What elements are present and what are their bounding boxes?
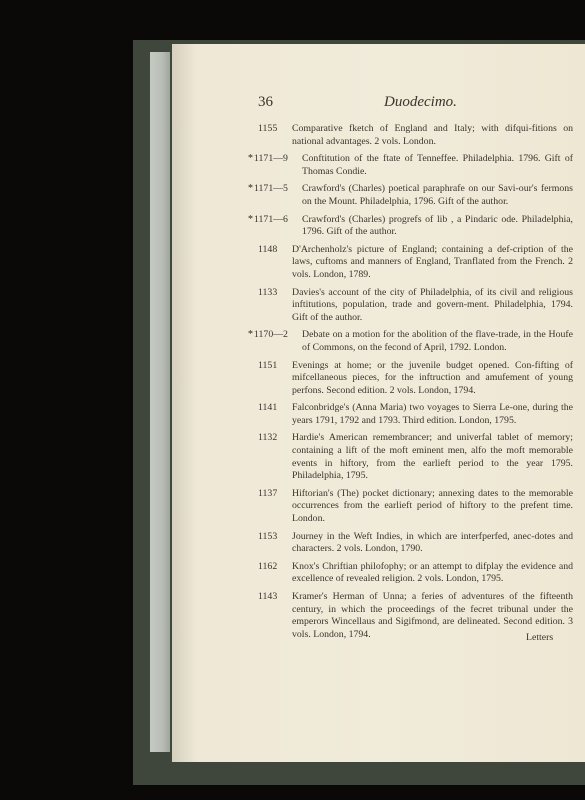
entry-text: Hardie's American remembrancer; and univerfal tablet of memory; containing a lift of the moft eminent men, alfo the moft memorable events in hiftory, from the earlieft period to the year 1795. Philadelphia, 1795. [292, 432, 573, 482]
entry-mark: * [248, 153, 253, 165]
catalog-entry [248, 402, 573, 427]
entry-number: 1162 [258, 560, 278, 572]
catalog-entry [248, 214, 573, 239]
entry-number: 1170—2 [254, 329, 288, 341]
catalog-entry [248, 488, 573, 526]
entry-text: Davies's account of the city of Philadelphia, of its civil and religious inftitutions, population, trade and govern-ment. Philadelphia, 1794. Gift of the author. [292, 286, 573, 323]
entry-text: Crawford's (Charles) progrefs of lib , a Pindaric ode. Philadelphia, 1796. Gift of the author. [302, 213, 573, 238]
entry-number: 1171—5 [254, 183, 288, 195]
entry-number: 1133 [258, 286, 278, 298]
entry-text: Debate on a motion for the abolition of the flave-trade, in the Houfe of Commons, on the fecond of April, 1792. London. [302, 329, 573, 353]
page-header [258, 94, 578, 114]
catalog-entry [248, 329, 573, 354]
running-title: Duodecimo. [384, 94, 457, 110]
entry-number: 1153 [258, 530, 278, 542]
entry-mark: * [248, 183, 253, 195]
entry-mark: * [248, 213, 253, 225]
catalog-entry [248, 287, 573, 325]
catalog-entry [248, 183, 573, 208]
catalog-entry [248, 591, 573, 641]
catalog-entry [248, 432, 573, 482]
catchword: Letters [526, 632, 554, 643]
entry-text: D'Archenholz's picture of England; containing a def-cription of the laws, cuftoms and manners of England, Tranflated from the French. 2 vols. London, 1789. [292, 243, 573, 280]
page-edges [150, 52, 170, 752]
entry-number: 1132 [258, 432, 278, 444]
entry-text: Comparative fketch of England and Italy; with difqui-fitions on national advantages. 2 vols. London. [292, 123, 573, 147]
catalog-entry [248, 360, 573, 398]
entry-number: 1151 [258, 359, 278, 371]
entry-text: Hiftorian's (The) pocket dictionary; annexing dates to the memorable occurrences from the earlieft period of hiftory to the prefent time. London. [292, 487, 573, 525]
catalog-entry [248, 123, 573, 148]
entry-text: Falconbridge's (Anna Maria) two voyages to Sierra Le-one, during the years 1791, 1792 and 1793. Third edition. London, 1795. [292, 402, 573, 426]
entry-text: Conftitution of the ftate of Tenneffee. Philadelphia. 1796. Gift of Thomas Condie. [302, 153, 573, 177]
entry-text: Evenings at home; or the juvenile budget opened. Con-fifting of mifcellaneous pieces, for the inftruction and amufement of young perfons. Second edition. 2 vols. London, 1794. [292, 359, 573, 396]
entry-mark: * [248, 329, 253, 341]
catalog-entry [248, 153, 573, 178]
entry-number: 1171—9 [254, 153, 288, 165]
entry-number: 1155 [258, 123, 278, 134]
catalog-entries [248, 123, 573, 646]
entry-number: 1143 [258, 591, 278, 602]
catalog-entry [248, 531, 573, 556]
entry-text: Journey in the Weft Indies, in which are interfperfed, anec-dotes and characters. 2 vols. London, 1790. [292, 530, 573, 555]
catalog-entry [248, 561, 573, 586]
catalog-entry [248, 244, 573, 282]
entry-text: Crawford's (Charles) poetical paraphrafe on our Savi-our's fermons on the Mount. Philadelphia, 1796. Gift of the author. [302, 183, 573, 207]
entry-text: Kramer's Herman of Unna; a feries of adventures of the fifteenth century, in which the proceedings of the fecret tribunal under the emperors Wincellaus and Sigifmond, are delineated. Second edition. 3 vols. London, 1794. [292, 591, 573, 640]
entry-number: 1137 [258, 487, 278, 499]
entry-number: 1148 [258, 243, 278, 255]
entry-number: 1141 [258, 402, 278, 414]
page-number: 36 [258, 94, 273, 110]
entry-number: 1171—6 [254, 213, 288, 225]
entry-text: Knox's Chriftian philofophy; or an attempt to difplay the evidence and excellence of revealed religion. 2 vols. London, 1795. [292, 560, 573, 585]
